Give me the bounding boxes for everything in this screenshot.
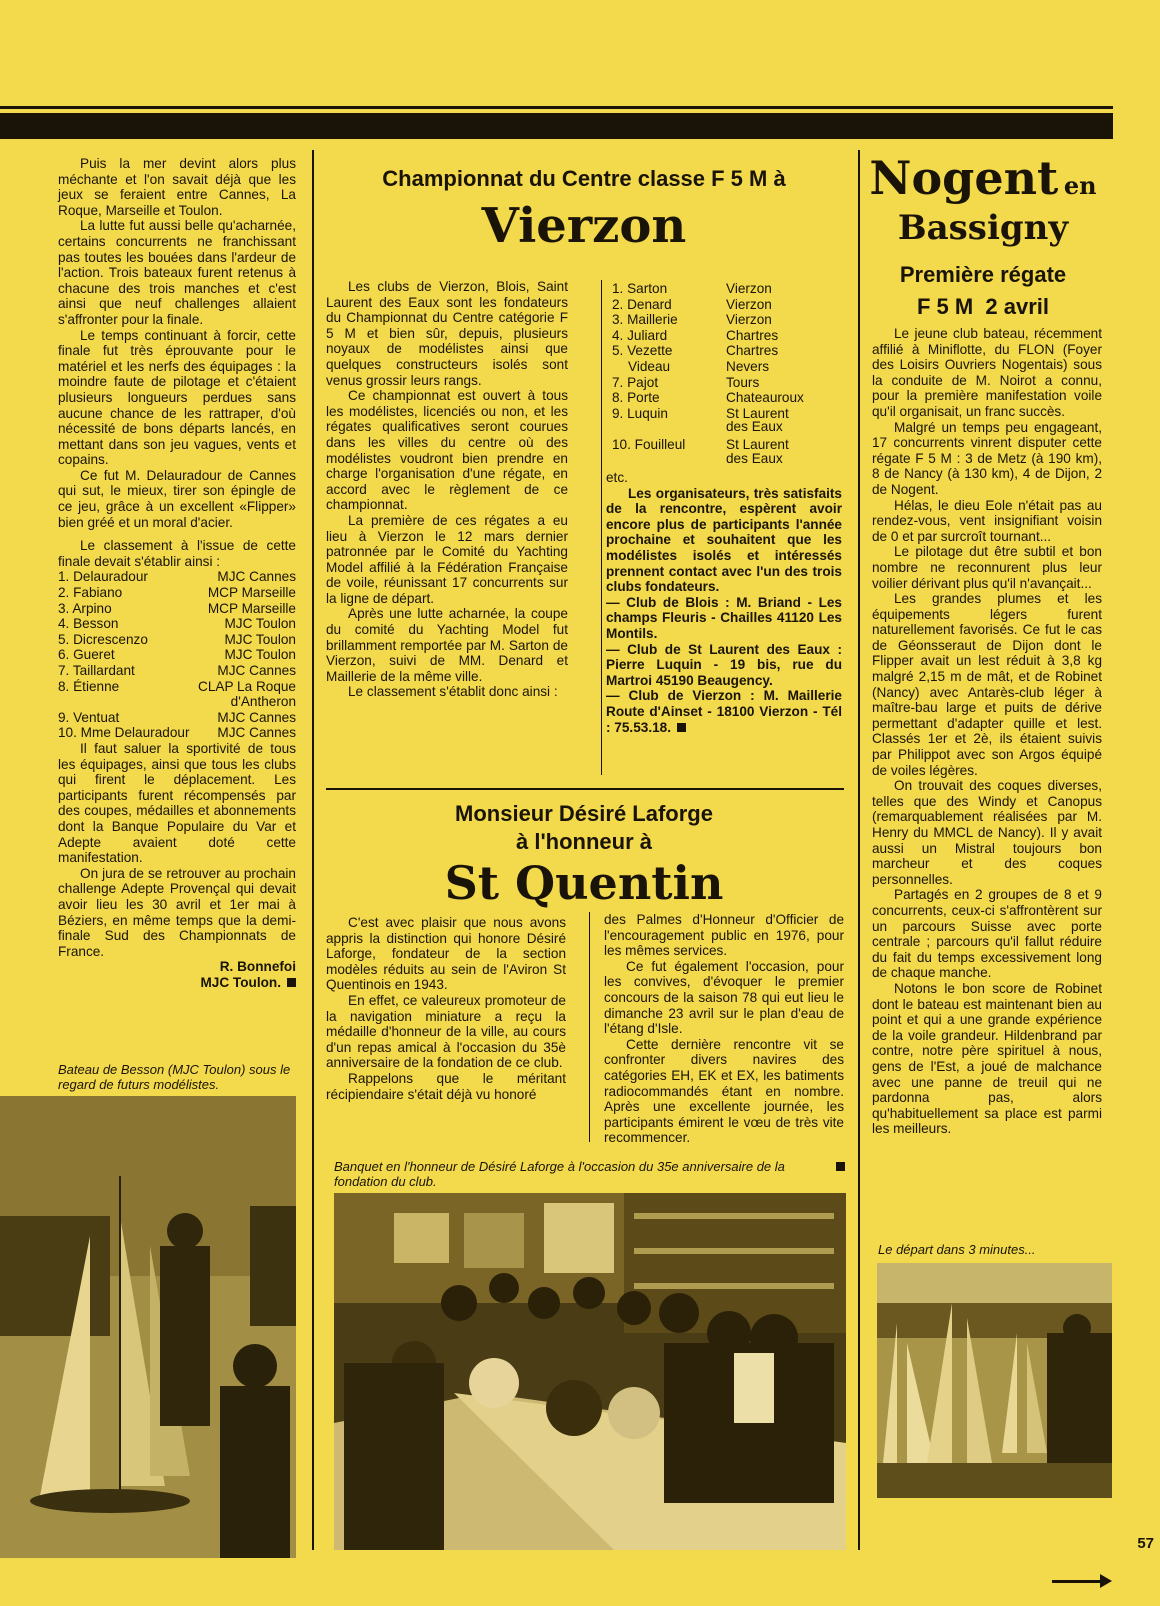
stquentin-kicker-line2: à l'honneur à (515, 829, 653, 854)
arrow-head-icon (1100, 1574, 1112, 1588)
ranking-row: d'Antheron (230, 694, 296, 710)
column-rule-right (858, 150, 860, 1550)
ranking-row: 8. Étienne CLAP La Roque (58, 678, 296, 694)
paragraph: Le temps continuant à forcir, cette finale fut très éprouvante pour le matériel et les nerfs des équipages : la moindre faute de pilotage et c'étaient plusieurs longueurs perdues sans aucune chance de les rattraper, d'où nécessité de bons départs lancés, en mettant dans son jeu vagues, vents et copains. (58, 327, 296, 468)
paragraph: Hélas, le dieu Eole n'était pas au rendez-vous, vent insignifiant voisin de 0 et par surcroît tournant... (872, 497, 1102, 544)
vierzon-title: Vierzon (481, 198, 687, 254)
ranking-row: 6. Gueret MJC Toulon (58, 647, 296, 663)
header-rule (0, 106, 1113, 109)
paragraph: Le pilotage dut être subtil et bon nombre ne reconnurent plus leur voilier dérivant plus qu'il n'avançait... (872, 544, 1102, 591)
nogent-title-line2: Bassigny (897, 208, 1069, 248)
paragraph: Puis la mer devint alors plus méchante et l'on savait déjà que les jeux se feraient entre Cannes, La Roque, Marseille et Toulon. (58, 156, 296, 218)
photo-regatta-start (877, 1263, 1112, 1498)
paragraph: Les clubs de Vierzon, Blois, Saint Laurent des Eaux sont les fondateurs du Championnat du Centre catégorie F 5 M et bien sûr, depuis, plusieurs noyaux de modélistes ainsi que quelques constructeurs isolés sont venus grossir leurs rangs. (326, 279, 568, 388)
paragraph: Le classement à l'issue de cette finale devait s'établir ainsi : (58, 538, 296, 569)
ranking-list (58, 569, 296, 741)
signature-name: R. Bonnefoi (219, 959, 296, 975)
end-mark-icon (287, 978, 296, 987)
ranking-row: 7. Pajot Tours (612, 374, 760, 390)
nogent-article (872, 326, 1102, 1137)
signature-club: MJC Toulon. (58, 975, 296, 991)
ranking-row: 2. Denard Vierzon (612, 296, 772, 312)
paragraph: Partagés en 2 groupes de 8 et 9 concurrents, ceux-ci s'affrontèrent sur un parcours Suisse avec porte centrale ; parcours qu'il fallut réduire du fait du temps excessivement long de chaque manche. (872, 887, 1102, 981)
ranking-row: 5. Dicrescenzo MJC Toulon (58, 631, 296, 647)
vierzon-contacts (606, 470, 842, 735)
photo-banquet (334, 1193, 846, 1550)
header-bar (0, 113, 1113, 139)
ranking-row: 1. Sarton Vierzon (612, 281, 772, 296)
paragraph: La lutte fut aussi belle qu'acharnée, certains concurrents ne franchissant pas toutes les bouées dans l'ardeur de l'action. Trois bateaux furent retenus à chacune des trois manches et c'est ainsi que neuf challenges allaient s'affronter pour la finale. (58, 218, 296, 327)
stquentin-title: St Quentin (444, 856, 724, 910)
stquentin-col2 (604, 912, 844, 1146)
section-rule (326, 788, 844, 790)
paragraph: Le jeune club bateau, récemment affilié à Miniflotte, du FLON (Foyer des Loisirs Ouvriers Nogentais) sous la conduite de M. Noirot a connu, pour la première manifestation voile qu'il organisait, un franc succès. (872, 326, 1102, 419)
ranking-row: 5. Vezette Chartres (612, 343, 779, 359)
ranking-row: 9. Luquin St Laurent (612, 405, 789, 421)
stquentin-kicker-line1: Monsieur Désiré Laforge (455, 801, 713, 826)
ranking-row: Videau Nevers (628, 358, 770, 374)
column-rule-vierzon (601, 280, 602, 775)
paragraph: Notons le bon score de Robinet dont le bateau est maintenant bien au point et qui a une grande expérience de la voile grandeur. Hildenbrand par contre, notre père spirituel à nous, gens de l'Est, a joué de malchance avec une panne de treuil qui ne pardonna pas, alors qu'habituellement sa place est parmi les meilleurs. (872, 980, 1102, 1137)
ranking-row: 4. Besson MJC Toulon (58, 616, 296, 632)
paragraph: En effet, ce valeureux promoteur de la navigation miniature a reçu la médaille d'honneur de la ville, au cours d'un repas amical à l'occasion du 35è anniversaire de la fondation de ce club. (326, 992, 566, 1071)
paragraph: Rappelons que le méritant récipiendaire s'était déjà vu honoré (326, 1070, 566, 1102)
column-rule-left (312, 150, 314, 1550)
paragraph: Ce fut également l'occasion, pour les convives, d'évoquer le premier concours de la saison 78 qui eut lieu le dimanche 23 avril sur le plan d'eau de l'étang d'Isle. (604, 958, 844, 1037)
nogent-title (864, 150, 1102, 217)
nogent-title-main: Nogent (869, 151, 1059, 205)
ranking-row: 2. Fabiano MCP Marseille (58, 585, 296, 601)
contact-vierzon: — Club de Vierzon : M. Maillerie Route d'Ainset - 18100 Vierzon - Tél : 75.53.18. (606, 688, 842, 735)
stquentin-kicker (322, 800, 846, 856)
contact-st-laurent: — Club de St Laurent des Eaux : Pierre Luquin - 19 bis, rue du Martroi 45190 Beaugency. (606, 641, 842, 688)
paragraph: Les grandes plumes et les équipements légers furent naturellement favorisés. Ce fut le cas de Géonsseraut de Dijon dont le Flipper avait un lest réduit à 3,8 kg malgré 2,15 m de mât, et de Robinet (Nancy) avec Antarès-club léger à maître-bau large et puits de dérive permettant d'adapter quille et lest. Classés 1er et 2è, ils étaient suivis par Philippot avec son Argos équipé de voiles légères. (872, 591, 1102, 778)
paragraph: Il faut saluer la sportivité de tous les équipages, ainsi que tous les clubs qui firent le déplacement. Les participants furent récompensés par des coupes, médailles et abonnements dont la Banque Populaire du Var et Adepte avaient doté cette manifestation. (58, 740, 296, 866)
paragraph: Les organisateurs, très satisfaits de la rencontre, espèrent avoir encore plus de participants l'année prochaine et souhaitent que les modélistes isolés et intéressés prennent contact avec l'un des trois clubs fondateurs. (606, 485, 842, 595)
ranking-row: 8. Porte Chateauroux (612, 390, 804, 406)
photo-caption-left: Bateau de Besson (MJC Toulon) sous le regard de futurs modélistes. (58, 1062, 291, 1092)
paragraph: On jura de se retrouver au prochain challenge Adepte Provençal qui devait avoir lieu les 30 avril et 1er mai à Béziers, en même temps que la demi-finale Sud des Championnats de France. (58, 865, 296, 959)
paragraph: Malgré un temps peu engageant, 17 concurrents vinrent disputer cette régate F 5 M : 3 de Metz (à 190 km), 8 de Nancy (à 130 km), 4 de Dijon, 2 de Nogent. (872, 419, 1102, 497)
contact-blois: — Club de Blois : M. Briand - Les champs Fleuris - Chailles 41120 Les Montils. (606, 594, 842, 641)
left-article (58, 156, 296, 990)
paragraph: des Palmes d'Honneur d'Officier de l'encouragement public en 1976, pour les mêmes services. (604, 912, 844, 959)
paragraph: Ce championnat est ouvert à tous les modélistes, licenciés ou non, et les régates qualificatives seront courues dans les villes du centre où des modélistes voudront bien prendre en charge l'organisation d'une régate, en accord avec le règlement de ce championnat. (326, 388, 568, 513)
photo-caption-depart: Le départ dans 3 minutes... (878, 1242, 1036, 1257)
stquentin-col1 (326, 915, 566, 1102)
paragraph: C'est avec plaisir que nous avons appris la distinction qui honore Désiré Laforge, fondateur de la section modèles réduits au sein de l'Aviron St Quentinois en 1943. (326, 915, 566, 993)
paragraph: Cette dernière rencontre vit se confronter divers navires des catégories EH, EK et EX, les batiments radiocommandés étant en nombre. Après une excellente journée, les participants émirent le vœu de très vite recommencer. (604, 1036, 844, 1146)
column-rule-stquentin (589, 912, 590, 1142)
ranking-row: des Eaux (726, 419, 783, 435)
ranking-row: 1. Delauradour MJC Cannes (58, 569, 296, 585)
ranking-row: des Eaux (726, 450, 783, 466)
paragraph: La première de ces régates a eu lieu à Vierzon le 12 mars dernier patronnée par le Comité du Yachting Model affilié à la Fédération Française de voile, réunissant 17 concurrents sur la ligne de départ. (326, 512, 568, 606)
photo-besson-boat (0, 1096, 296, 1558)
page-number: 57 (1137, 1535, 1154, 1552)
vierzon-kicker: Championnat du Centre classe F 5 M à (382, 166, 786, 191)
end-mark-icon (836, 1162, 845, 1171)
paragraph: On trouvait des coques diverses, telles que des Windy et Canopus (remarquablement réalisées par M. Henry du MMCL de Nancy). Il y avait aussi un Mistral toujours bon marcheur et des coques personnelles. (872, 778, 1102, 887)
ranking-row: 3. Arpino MCP Marseille (58, 600, 296, 616)
vierzon-ranking (606, 281, 846, 465)
nogent-title-en: en (1063, 171, 1097, 200)
ranking-row: 9. Ventuat MJC Cannes (58, 709, 296, 725)
ranking-row: 7. Taillardant MJC Cannes (58, 663, 296, 678)
photo-caption-banquet: Banquet en l'honneur de Désiré Laforge à l'occasion du 35e anniversaire de la fondation du club. (334, 1159, 785, 1189)
vierzon-article (326, 279, 568, 700)
nogent-subtitle-1: Première régate (899, 262, 1067, 287)
ranking-row: 3. Maillerie Vierzon (612, 312, 772, 328)
nogent-subtitle-2: F 5 M 2 avril (916, 294, 1050, 319)
ranking-row: 10. Fouilleul St Laurent (612, 437, 789, 453)
ranking-row: 4. Juliard Chartres (612, 327, 779, 343)
end-mark-icon (677, 723, 686, 732)
ranking-row: 10. Mme Delauradour MJC Cannes (58, 725, 296, 741)
etc-text: etc. (606, 470, 628, 485)
paragraph: Ce fut M. Delauradour de Cannes qui sut, le mieux, tirer son épingle de ce jeu, grâce à un excellent «Flipper» bien gréé et un moral d'acier. (58, 467, 296, 530)
paragraph: Le classement s'établit donc ainsi : (348, 684, 558, 700)
paragraph: Après une lutte acharnée, la coupe du comité du Yachting Model fut brillamment remportée par M. Sarton de Vierzon, suivi de MM. Denard et Maillerie de la même ville. (326, 606, 568, 684)
